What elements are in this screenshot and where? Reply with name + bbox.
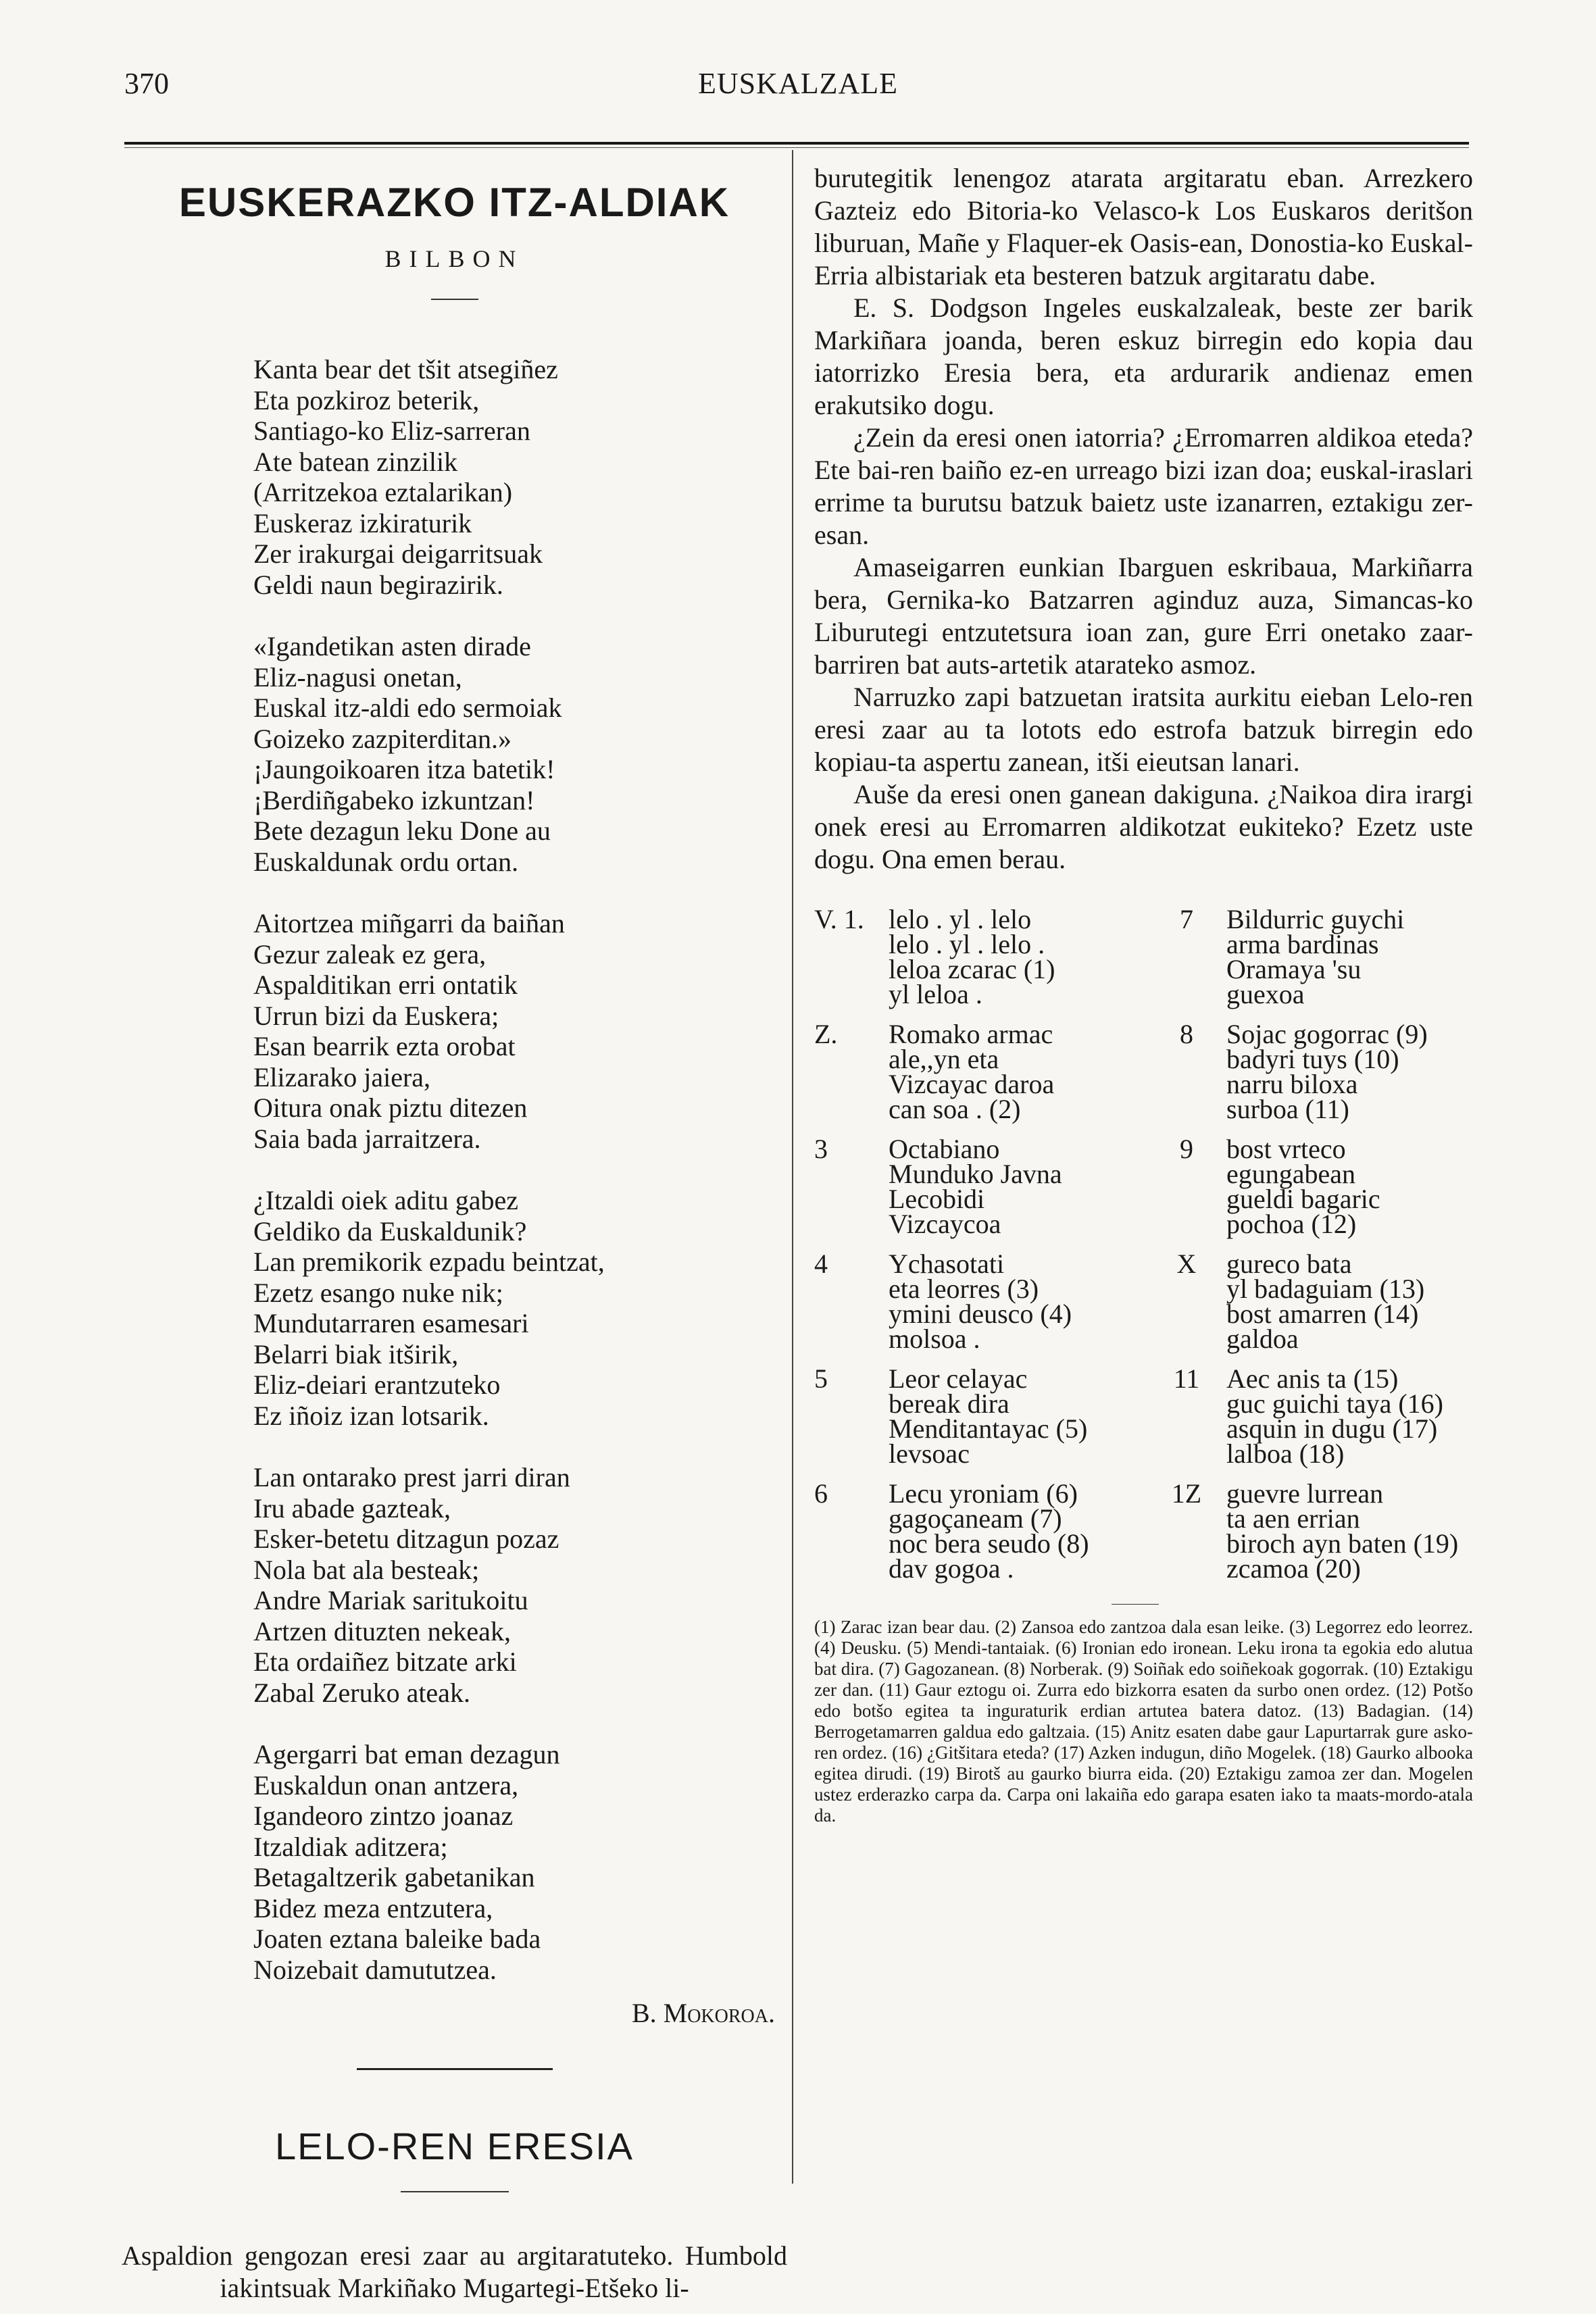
verse-block (1226, 1134, 1449, 1239)
author-signature (122, 1997, 775, 2029)
verse-block (889, 1249, 1159, 1354)
verse-number: 4 (814, 1249, 828, 1279)
column-divider (792, 150, 793, 2184)
stanza (253, 908, 787, 1154)
poem-line: Bete dezagun leku Done au (253, 815, 551, 846)
poem-line: Bidez meza entzutera, (253, 1892, 493, 1923)
verse-line: Vizcayac daroa (889, 1069, 1055, 1099)
verse-line: Lecu yroniam (6) (889, 1478, 1078, 1509)
verse-line: asquin in dugu (17) (1226, 1413, 1438, 1444)
poem-line: Eta ordaiñez bitzate arki (253, 1646, 517, 1677)
verse-line: yl leloa . (889, 979, 982, 1009)
verse-line: badyri tuys (10) (1226, 1044, 1399, 1074)
poem-line: Eliz-nagusi onetan, (253, 661, 462, 693)
poem-line: Noizebait damututzea. (253, 1954, 497, 1985)
intro-paragraph: Aspaldion gengozan eresi zaar au argitaratuteko. Humbold iakintsuak Markiñako Mugartegi-Etšeko li- (122, 2240, 787, 2303)
poem-line: Aitortzea miñgarri da baiñan (253, 908, 565, 938)
verse-line: ale,,yn eta (889, 1044, 999, 1074)
verse-line: leloa zcarac (1) (889, 954, 1055, 984)
verse-number: 1Z (1171, 1478, 1202, 1509)
poem-line: ¿Itzaldi oiek aditu gabez (253, 1185, 519, 1215)
verse-line: Lecobidi (889, 1184, 985, 1214)
verse-line: egungabean (1226, 1159, 1356, 1189)
verse-line: narru biloxa (1226, 1069, 1358, 1099)
verse-line: guexoa (1226, 979, 1305, 1009)
verse-block (889, 1019, 1159, 1124)
poem (253, 354, 787, 1985)
signature-text: B. Mokoroa. (631, 1998, 775, 2028)
verse-line: Oramaya 'su (1226, 954, 1362, 984)
paragraph: Amaseigarren eunkian Ibarguen eskribaua, Markiñarra bera, Gernika-ko Batzarren aginduz auza, Simancas-ko Liburutegi entzutetsura ioan zan, gure Erri onetako zaar-barriren bat auts-artetik atarateko asmoz. (814, 552, 1473, 680)
poem-line: Ate batean zinzilik (253, 446, 458, 477)
poem-line: Agergarri bat eman dezagun (253, 1739, 560, 1769)
verse-number: Z. (814, 1019, 838, 1049)
poem-line: Artzen dituzten nekeak, (253, 1615, 511, 1646)
poem-line: Nola bat ala besteak; (253, 1554, 480, 1585)
poem-line: Lan ontarako prest jarri diran (253, 1462, 570, 1492)
paragraph: Narruzko zapi batzuetan iratsita aurkitu eieban Lelo-ren eresi zaar au ta lotots edo estrofa batzuk birregin edo kopiau-ta aspertu zanean, itši eieutsan lanari. (814, 682, 1473, 777)
verse-line: ymini deusco (4) (889, 1299, 1072, 1329)
poem-line: Euskaldunak ordu ortan. (253, 846, 519, 877)
poem-line: Eta pozkiroz beterik, (253, 384, 480, 416)
verse-line: guc guichi taya (16) (1226, 1388, 1443, 1419)
left-column (122, 179, 787, 2305)
verse-line: Leor celayac (889, 1363, 1028, 1394)
decorative-rule (357, 2068, 553, 2070)
poem-line: Urrun bizi da Euskera; (253, 1000, 499, 1031)
poem-line: Saia bada jarraitzera. (253, 1123, 481, 1154)
poem-line: Eliz-deiari erantzuteko (253, 1369, 501, 1400)
poem-line: Ezetz esango nuke nik; (253, 1277, 503, 1308)
verse-line: Romako armac (889, 1019, 1053, 1049)
poem-line: Itzaldiak aditzera; (253, 1831, 448, 1862)
verse-line: Octabiano (889, 1134, 1000, 1164)
poem-line: Iru abade gazteak, (253, 1492, 451, 1524)
verse-block (889, 1363, 1159, 1469)
verse-number: 8 (1180, 1019, 1193, 1049)
section-title: EUSKERAZKO ITZ-ALDIAK (178, 180, 730, 225)
poem-line: Igandeoro zintzo joanaz (253, 1801, 514, 1831)
verse-number: 5 (814, 1363, 828, 1394)
prose (814, 162, 1473, 876)
verse-number: 11 (1173, 1363, 1200, 1394)
verse-line: Ychasotati (889, 1249, 1005, 1279)
running-title: EUSKALZALE (698, 67, 898, 100)
verse-block (1226, 904, 1449, 1009)
verse-line: gueldi bagaric (1226, 1184, 1380, 1214)
paragraph: ¿Zein da eresi onen iatorria? ¿Erromarren aldikoa eteda? Ete bai-ren baiño ez-en urreago bizi izan doa; euskal-iraslari errime ta burutsu batzuk baietz uste izanarren, eztakigu zer-esan. (814, 422, 1473, 550)
verse-number: 3 (814, 1134, 828, 1164)
section-subtitle: BILBON (384, 245, 524, 272)
verse-line: Menditantayac (5) (889, 1413, 1088, 1444)
section2-title: LELO-REN ERESIA (274, 2125, 634, 2167)
verse-block (889, 904, 1159, 1009)
poem-line: Oitura onak piztu ditezen (253, 1092, 528, 1123)
verse-line: dav gogoa . (889, 1553, 1014, 1584)
paragraph: Auše da eresi onen ganean dakiguna. ¿Naikoa dira irargi onek eresi au Erromarren aldikotzat eukiteko? Ezetz uste dogu. Ona emen berau. (814, 779, 1473, 874)
verse-line: gureco bata (1226, 1249, 1352, 1279)
stanza (253, 1462, 787, 1708)
poem-line: Zabal Zeruko ateak. (253, 1677, 470, 1708)
verse-block (1226, 1363, 1449, 1469)
poem-line: Zer irakurgai deigarritsuak (253, 538, 543, 569)
verse-line: lelo . yl . lelo (889, 904, 1032, 934)
right-column (814, 162, 1473, 1826)
footnotes-rule (1112, 1604, 1159, 1605)
poem-line: Andre Mariak saritukoitu (253, 1585, 528, 1615)
page-number: 370 (124, 67, 169, 100)
verse-line: Aec anis ta (15) (1226, 1363, 1399, 1394)
poem-line: Ez iñoiz izan lotsarik. (253, 1400, 489, 1431)
paragraph: E. S. Dodgson Ingeles euskalzaleak, beste zer barik Markiñara joanda, beren eskuz birregin edo kopia dau iatorrizko Eresia bera, eta ardurarik andienaz emen erakutsiko dogu. (814, 293, 1473, 420)
poem-line: Euskaldun onan antzera, (253, 1769, 519, 1801)
verse-line: gagoçaneam (7) (889, 1503, 1062, 1534)
poem-line: Esan bearrik ezta orobat (253, 1031, 516, 1061)
verse-grid (814, 904, 1473, 1596)
verse-line: arma bardinas (1226, 929, 1379, 959)
poem-line: Geldi naun begirazirik. (253, 569, 503, 600)
verse-line: Munduko Javna (889, 1159, 1062, 1189)
poem-line: Geldiko da Euskaldunik? (253, 1215, 527, 1247)
verse-line: molsoa . (889, 1324, 980, 1354)
stanza (253, 1739, 787, 1985)
verse-number: X (1176, 1249, 1197, 1279)
poem-line: Betagaltzerik gabetanikan (253, 1862, 535, 1892)
verse-number: 7 (1180, 904, 1193, 934)
poem-line: Kanta bear det tšit atsegiñez (253, 354, 558, 384)
footnotes: (1) Zarac izan bear dau. (2) Zansoa edo zantzoa dala esan leike. (3) Legorrez edo leorrez. (4) Deusku. (5) Mendi-tantaiak. (6) Ironian edo ironean. Leku irona ta egokia edo alutua bat dira. (7) Gagozanean. (8) Norberak. (9) Soiñak edo soiñekoak gogorrak. (10) Eztakigu zer dan. (11) Gaur eztogu oi. Zurra edo bizkorra esaten da surbo onen ordez. (12) Potšo edo botšo egitea ta inguraturik erdian artutea batera datoz. (13) Badagian. (14) Berrogetamarren galdua edo galtzaia. (15) Anitz esaten dabe gaur Lapurtarrak gure asko-ren ordez. (16) ¿Gitšitara eteda? (17) Azken indugun, diño Mogelek. (18) Gaurko albooka egitea dirudi. (19) Birotš au gaurko biurra eida. (20) Eztakigu zamoa zer dan. Mogelen ustez erderazko carpa da. Carpa oni lakaiña edo garapa esaten iako ta maats-mordo-atala da. (814, 1617, 1473, 1826)
poem-line: Mundutarraren esamesari (253, 1308, 529, 1338)
verse-block (889, 1134, 1159, 1239)
verse-number: 9 (1180, 1134, 1193, 1164)
verse-number: 6 (814, 1478, 828, 1509)
poem-line: Elizarako jaiera, (253, 1061, 431, 1092)
verse-line: zcamoa (20) (1226, 1553, 1361, 1584)
verse-block (1226, 1249, 1449, 1354)
verse-line: can soa . (2) (889, 1094, 1021, 1124)
verse-block (1226, 1478, 1459, 1584)
verse-line: bost vrteco (1226, 1134, 1346, 1164)
poem-line: Esker-betetu ditzagun pozaz (253, 1524, 559, 1554)
verse-line: Sojac gogorrac (9) (1226, 1019, 1428, 1049)
stanza (253, 631, 787, 877)
poem-line: «Igandetikan asten dirade (253, 631, 531, 661)
poem-line: ¡Jaungoikoaren itza batetik! (253, 754, 555, 784)
verse-line: Bildurric guychi (1226, 904, 1405, 934)
stanza (253, 354, 787, 600)
poem-line: Lan premikorik ezpadu beintzat, (253, 1247, 605, 1277)
verse-block (889, 1478, 1159, 1584)
header-rule-thin (124, 147, 1469, 148)
verse-line: Vizcaycoa (889, 1209, 1001, 1239)
verse-line: noc bera seudo (8) (889, 1528, 1089, 1559)
verse-line: pochoa (12) (1226, 1209, 1357, 1239)
verse-line: lelo . yl . lelo . (889, 929, 1045, 959)
verse-line: biroch ayn baten (19) (1226, 1528, 1459, 1559)
poem-line: Gezur zaleak ez gera, (253, 938, 487, 970)
verse-line: levsoac (889, 1438, 970, 1469)
stanza (253, 1185, 787, 1431)
poem-line: Euskal itz-aldi edo sermoiak (253, 693, 562, 723)
section2-rule (401, 2191, 509, 2192)
verse-block (1226, 1019, 1449, 1124)
verse-line: galdoa (1226, 1324, 1299, 1354)
verse-line: bost amarren (14) (1226, 1299, 1419, 1329)
poem-line: Euskeraz izkiraturik (253, 507, 472, 538)
poem-line: Goizeko zazpiterditan.» (253, 723, 512, 754)
poem-line: Belarri biak itširik, (253, 1338, 459, 1369)
verse-line: surboa (11) (1226, 1094, 1349, 1124)
verse-line: eta leorres (3) (889, 1274, 1039, 1304)
verse-line: ta aen errian (1226, 1503, 1360, 1534)
verse-line: yl badaguiam (13) (1226, 1274, 1425, 1304)
poem-line: ¡Berdiñgabeko izkuntzan! (253, 784, 535, 815)
verse-line: guevre lurrean (1226, 1478, 1384, 1509)
verse-line: bereak dira (889, 1388, 1009, 1419)
poem-line: Joaten eztana baleike bada (253, 1923, 541, 1954)
header-rule (124, 142, 1469, 145)
verse-number: V. 1. (814, 904, 864, 934)
verse-line: lalboa (18) (1226, 1438, 1345, 1469)
paragraph: burutegitik lenengoz atarata argitaratu eban. Arrezkero Gazteiz edo Bitoria-ko Velasco-k Los Euskaros deritšon liburuan, Mañe y Flaquer-ek Oasis-ean, Donostia-ko Euskal-Erria albistariak eta besteren batzuk argitaratu dabe. (814, 163, 1473, 291)
poem-line: (Arritzekoa eztalarikan) (253, 477, 513, 507)
poem-line: Santiago-ko Eliz-sarreran (253, 416, 530, 446)
title-rule (431, 299, 478, 300)
poem-line: Aspalditikan erri ontatik (253, 970, 518, 1000)
